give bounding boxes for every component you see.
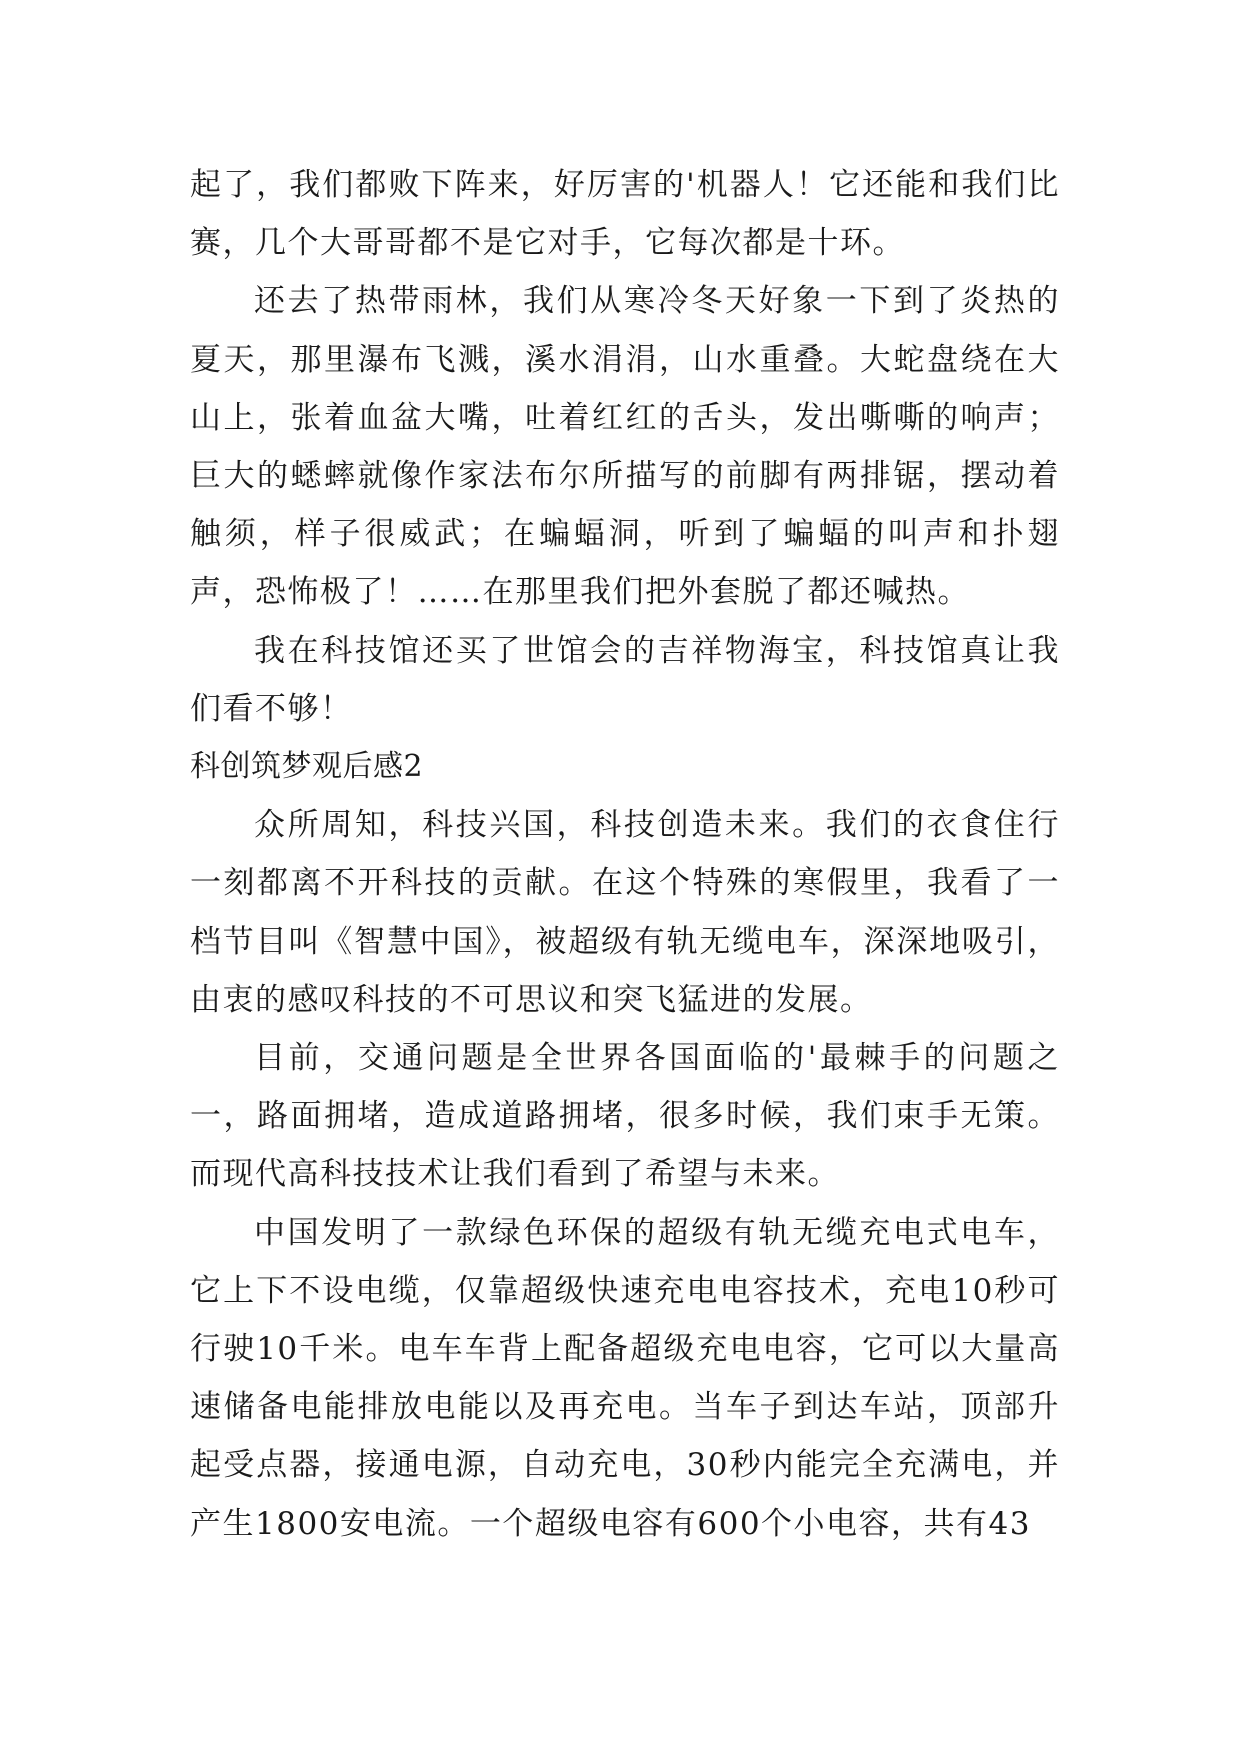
paragraph-mascot: 我在科技馆还买了世馆会的吉祥物海宝，科技馆真让我们看不够！ xyxy=(190,632,1060,727)
section-title: 科创筑梦观后感2 xyxy=(190,749,424,785)
paragraph-intro: 众所周知，科技兴国，科技创造未来。我们的衣食住行一刻都离不开科技的贡献。在这个特殊的寒假里，我看了一档节目叫《智慧中国》，被超级有轨无缆电车，深深地吸引，由衷的感叹科技的不可思议和突飞猛进的发展。 xyxy=(190,807,1060,1018)
paragraph-traffic: 目前，交通问题是全世界各国面临的'最棘手的问题之一，路面拥堵，造成道路拥堵，很多时候，我们束手无策。而现代高科技技术让我们看到了希望与未来。 xyxy=(190,1040,1060,1193)
paragraph-robot-ending: 起了，我们都败下阵来，好厉害的'机器人！它还能和我们比赛，几个大哥哥都不是它对手，它每次都是十环。 xyxy=(190,167,1060,262)
document-page xyxy=(190,156,1060,1553)
paragraph-rainforest: 还去了热带雨林，我们从寒冷冬天好象一下到了炎热的夏天，那里瀑布飞溅，溪水涓涓，山水重叠。大蛇盘绕在大山上，张着血盆大嘴，吐着红红的舌头，发出嘶嘶的响声；巨大的蟋蟀就像作家法布尔所描写的前脚有两排锯，摆动着触须，样子很威武；在蝙蝠洞，听到了蝙蝠的叫声和扑翅声，恐怖极了！……在那里我们把外套脱了都还喊热。 xyxy=(190,283,1060,611)
paragraph-tram: 中国发明了一款绿色环保的超级有轨无缆充电式电车，它上下不设电缆，仅靠超级快速充电电容技术，充电10秒可行驶10千米。电车车背上配备超级充电电容，它可以大量高速储备电能排放电能以及再充电。当车子到达车站，顶部升起受点器，接通电源，自动充电，30秒内能完全充满电，并产生1800安电流。一个超级电容有600个小电容，共有43 xyxy=(190,1214,1060,1542)
